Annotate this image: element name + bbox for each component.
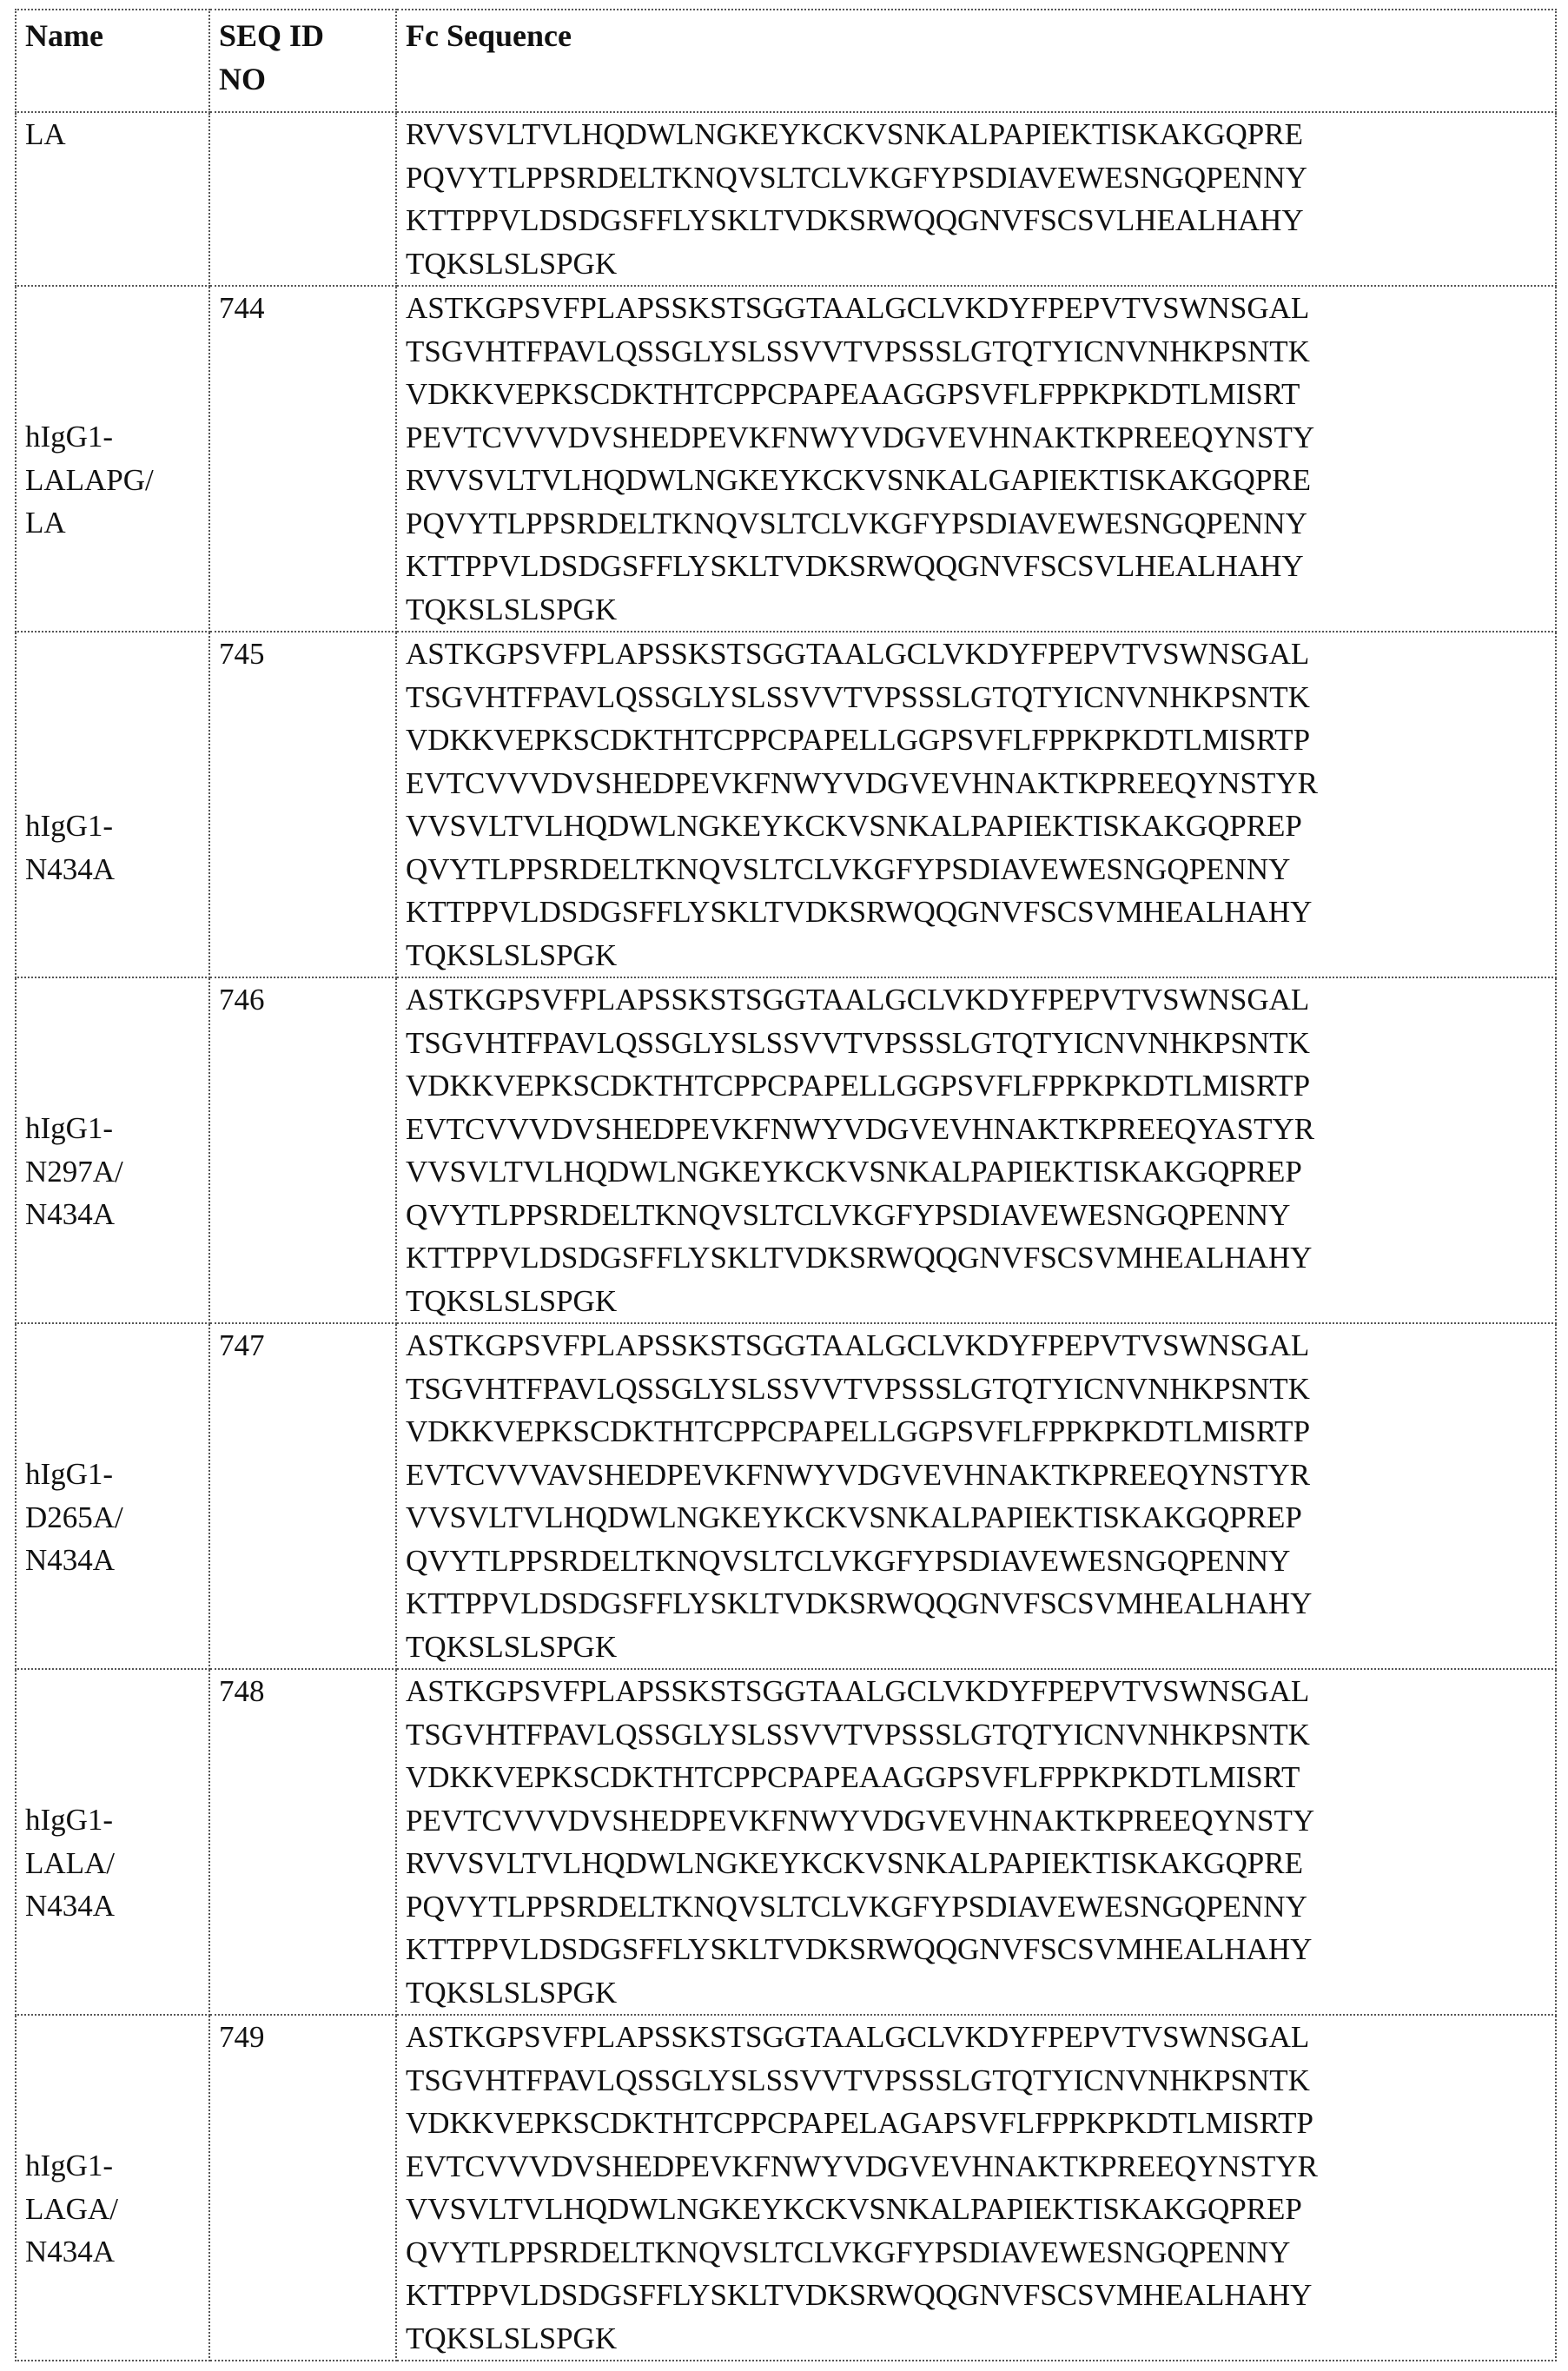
- name-text: [25, 287, 200, 545]
- name-line: LA: [25, 117, 66, 151]
- sequence-line: ASTKGPSVFPLAPSSKSTSGGTAALGCLVKDYFPEPVTVSWNSGAL: [406, 1328, 1310, 1362]
- sequence-line: VVSVLTVLHQDWLNGKEYKCKVSNKALPAPIEKTISKAKGQPREP: [406, 1500, 1302, 1534]
- sequence-line: TSGVHTFPAVLQSSGLYSLSSVVTVPSSSLGTQTYICNVNHKPSNTK: [406, 679, 1310, 714]
- sequence-line: ASTKGPSVFPLAPSSKSTSGGTAALGCLVKDYFPEPVTVSWNSGAL: [406, 983, 1310, 1017]
- sequence-cell: [396, 1669, 1556, 2015]
- sequence-line: VVSVLTVLHQDWLNGKEYKCKVSNKALPAPIEKTISKAKGQPREP: [406, 809, 1302, 843]
- name-text: [25, 978, 200, 1236]
- name-line: hIgG1-: [25, 2149, 114, 2182]
- name-line: hIgG1-: [25, 809, 114, 843]
- name-text: [25, 632, 200, 891]
- fc-sequence-table: [15, 9, 1557, 2361]
- sequence-line: TSGVHTFPAVLQSSGLYSLSSVVTVPSSSLGTQTYICNVNHKPSNTK: [406, 1371, 1310, 1406]
- name-cell: [16, 1669, 209, 2015]
- sequence-line: TSGVHTFPAVLQSSGLYSLSSVVTVPSSSLGTQTYICNVNHKPSNTK: [406, 1717, 1310, 1752]
- sequence-line: PEVTCVVVDVSHEDPEVKFNWYVDGVEVHNAKTKPREEQYNSTY: [406, 1803, 1315, 1838]
- sequence-cell: [396, 2015, 1556, 2361]
- sequence-line: RVVSVLTVLHQDWLNGKEYKCKVSNKALPAPIEKTISKAKGQPRE: [406, 1846, 1303, 1880]
- name-line: LALA/: [25, 1845, 116, 1880]
- sequence-cell: [396, 632, 1556, 977]
- sequence-line: EVTCVVVDVSHEDPEVKFNWYVDGVEVHNAKTKPREEQYNSTYR: [406, 765, 1318, 800]
- table-row: [16, 632, 1556, 977]
- sequence-line: QVYTLPPSRDELTKNQVSLTCLVKGFYPSDIAVEWESNGQPENNY: [406, 1197, 1291, 1232]
- sequence-cell: [396, 286, 1556, 632]
- header-fc-sequence: Fc Sequence: [396, 10, 1556, 112]
- name-line: hIgG1-: [25, 1111, 114, 1145]
- name-line: N297A/: [25, 1154, 123, 1189]
- table-row: [16, 1323, 1556, 1669]
- seq-id-cell: [209, 112, 396, 286]
- sequence-line: PEVTCVVVDVSHEDPEVKFNWYVDGVEVHNAKTKPREEQYNSTY: [406, 420, 1315, 454]
- sequence-line: ASTKGPSVFPLAPSSKSTSGGTAALGCLVKDYFPEPVTVSWNSGAL: [406, 291, 1310, 325]
- table-row: [16, 2015, 1556, 2361]
- sequence-line: TQKSLSLSPGK: [406, 1629, 618, 1664]
- sequence-line: VDKKVEPKSCDKTHTCPPCPAPELLGGPSVFLFPPKPKDTLMISRTP: [406, 1069, 1311, 1103]
- sequence-line: KTTPPVLDSDGSFFLYSKLTVDKSRWQQGNVFSCSVMHEALHAHY: [406, 1932, 1313, 1966]
- name-line: N434A: [25, 1543, 116, 1577]
- seq-id-cell: 749: [209, 2015, 396, 2361]
- sequence-line: QVYTLPPSRDELTKNQVSLTCLVKGFYPSDIAVEWESNGQPENNY: [406, 851, 1291, 886]
- name-line: hIgG1-: [25, 1803, 114, 1837]
- sequence-line: PQVYTLPPSRDELTKNQVSLTCLVKGFYPSDIAVEWESNGQPENNY: [406, 1889, 1307, 1924]
- seq-id-cell: 746: [209, 977, 396, 1323]
- sequence-line: TSGVHTFPAVLQSSGLYSLSSVVTVPSSSLGTQTYICNVNHKPSNTK: [406, 334, 1310, 368]
- name-line: D265A/: [25, 1500, 123, 1534]
- sequence-line: RVVSVLTVLHQDWLNGKEYKCKVSNKALGAPIEKTISKAKGQPRE: [406, 463, 1312, 497]
- header-seq-id-line: NO: [219, 62, 266, 96]
- sequence-line: QVYTLPPSRDELTKNQVSLTCLVKGFYPSDIAVEWESNGQPENNY: [406, 1543, 1291, 1578]
- sequence-line: TQKSLSLSPGK: [406, 592, 618, 626]
- name-line: hIgG1-: [25, 420, 114, 454]
- name-text: [25, 2016, 200, 2274]
- name-cell: [16, 632, 209, 977]
- sequence-line: TQKSLSLSPGK: [406, 2321, 618, 2355]
- sequence-line: KTTPPVLDSDGSFFLYSKLTVDKSRWQQGNVFSCSVLHEALHAHY: [406, 203, 1304, 237]
- sequence-line: TQKSLSLSPGK: [406, 246, 618, 281]
- sequence-line: ASTKGPSVFPLAPSSKSTSGGTAALGCLVKDYFPEPVTVSWNSGAL: [406, 1674, 1310, 1708]
- sequence-line: EVTCVVVAVSHEDPEVKFNWYVDGVEVHNAKTKPREEQYNSTYR: [406, 1457, 1310, 1492]
- name-line: LAGA/: [25, 2191, 118, 2226]
- header-row: [16, 10, 1556, 112]
- name-cell: [16, 977, 209, 1323]
- table-row: [16, 286, 1556, 632]
- sequence-line: TQKSLSLSPGK: [406, 937, 618, 972]
- seq-id-cell: 748: [209, 1669, 396, 2015]
- table-row: [16, 977, 1556, 1323]
- name-line: N434A: [25, 2235, 116, 2268]
- name-cell: [16, 112, 209, 286]
- sequence-cell: [396, 112, 1556, 286]
- sequence-line: VDKKVEPKSCDKTHTCPPCPAPELAGAPSVFLFPPKPKDTLMISRTP: [406, 2106, 1313, 2140]
- name-line: N434A: [25, 851, 116, 886]
- sequence-line: VDKKVEPKSCDKTHTCPPCPAPEAAGGPSVFLFPPKPKDTLMISRT: [406, 1760, 1300, 1794]
- name-line: hIgG1-: [25, 1457, 114, 1491]
- name-cell: [16, 2015, 209, 2361]
- sequence-line: KTTPPVLDSDGSFFLYSKLTVDKSRWQQGNVFSCSVMHEALHAHY: [406, 1241, 1313, 1275]
- sequence-line: VVSVLTVLHQDWLNGKEYKCKVSNKALPAPIEKTISKAKGQPREP: [406, 1155, 1302, 1189]
- sequence-line: KTTPPVLDSDGSFFLYSKLTVDKSRWQQGNVFSCSVMHEALHAHY: [406, 895, 1313, 929]
- sequence-line: KTTPPVLDSDGSFFLYSKLTVDKSRWQQGNVFSCSVMHEALHAHY: [406, 1586, 1313, 1620]
- sequence-line: KTTPPVLDSDGSFFLYSKLTVDKSRWQQGNVFSCSVLHEALHAHY: [406, 549, 1304, 583]
- table-row: [16, 1669, 1556, 2015]
- sequence-line: EVTCVVVDVSHEDPEVKFNWYVDGVEVHNAKTKPREEQYNSTYR: [406, 2149, 1318, 2183]
- name-line: LA: [25, 506, 66, 540]
- sequence-line: VDKKVEPKSCDKTHTCPPCPAPELLGGPSVFLFPPKPKDTLMISRTP: [406, 1414, 1311, 1448]
- name-text: [25, 1324, 200, 1582]
- sequence-line: PQVYTLPPSRDELTKNQVSLTCLVKGFYPSDIAVEWESNGQPENNY: [406, 160, 1307, 195]
- sequence-line: ASTKGPSVFPLAPSSKSTSGGTAALGCLVKDYFPEPVTVSWNSGAL: [406, 2020, 1310, 2054]
- sequence-line: TSGVHTFPAVLQSSGLYSLSSVVTVPSSSLGTQTYICNVNHKPSNTK: [406, 1025, 1310, 1060]
- sequence-line: KTTPPVLDSDGSFFLYSKLTVDKSRWQQGNVFSCSVMHEALHAHY: [406, 2278, 1313, 2312]
- seq-id-cell: 747: [209, 1323, 396, 1669]
- name-line: N434A: [25, 1889, 116, 1923]
- name-text: [25, 1670, 200, 1928]
- header-seq-id: [209, 10, 396, 112]
- name-line: N434A: [25, 1197, 116, 1231]
- sequence-cell: [396, 1323, 1556, 1669]
- sequence-line: EVTCVVVDVSHEDPEVKFNWYVDGVEVHNAKTKPREEQYASTYR: [406, 1111, 1315, 1146]
- header-seq-id-line: SEQ ID: [219, 18, 325, 53]
- sequence-line: ASTKGPSVFPLAPSSKSTSGGTAALGCLVKDYFPEPVTVSWNSGAL: [406, 637, 1310, 671]
- sequence-line: TSGVHTFPAVLQSSGLYSLSSVVTVPSSSLGTQTYICNVNHKPSNTK: [406, 2063, 1310, 2097]
- name-cell: [16, 286, 209, 632]
- name-cell: [16, 1323, 209, 1669]
- sequence-line: VDKKVEPKSCDKTHTCPPCPAPELLGGPSVFLFPPKPKDTLMISRTP: [406, 723, 1311, 757]
- sequence-line: TQKSLSLSPGK: [406, 1975, 618, 2010]
- sequence-line: PQVYTLPPSRDELTKNQVSLTCLVKGFYPSDIAVEWESNGQPENNY: [406, 506, 1307, 540]
- sequence-line: TQKSLSLSPGK: [406, 1283, 618, 1318]
- sequence-line: QVYTLPPSRDELTKNQVSLTCLVKGFYPSDIAVEWESNGQPENNY: [406, 2235, 1291, 2269]
- sequence-line: VVSVLTVLHQDWLNGKEYKCKVSNKALPAPIEKTISKAKGQPREP: [406, 2192, 1302, 2226]
- name-line: LALAPG/: [25, 462, 154, 497]
- sequence-line: VDKKVEPKSCDKTHTCPPCPAPEAAGGPSVFLFPPKPKDTLMISRT: [406, 377, 1300, 411]
- seq-id-cell: 745: [209, 632, 396, 977]
- header-name: Name: [16, 10, 209, 112]
- sequence-line: RVVSVLTVLHQDWLNGKEYKCKVSNKALPAPIEKTISKAKGQPRE: [406, 117, 1303, 151]
- name-text: [25, 113, 200, 156]
- sequence-cell: [396, 977, 1556, 1323]
- table-row: [16, 112, 1556, 286]
- seq-id-cell: 744: [209, 286, 396, 632]
